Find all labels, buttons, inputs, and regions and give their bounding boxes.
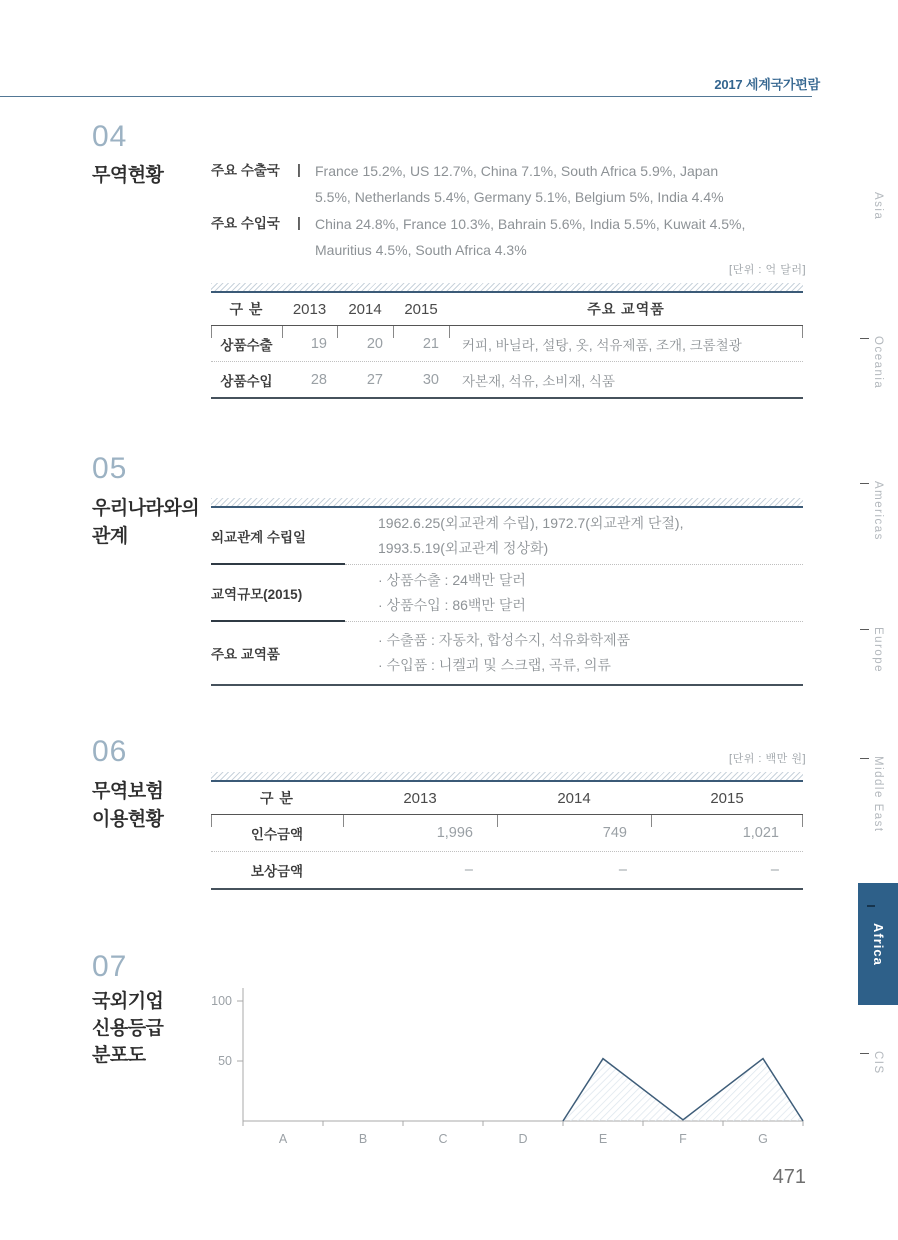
table-row xyxy=(211,362,803,397)
header-rule xyxy=(0,96,812,97)
info-label: 주요 수출국 xyxy=(211,163,280,178)
svg-text:C: C xyxy=(438,1132,448,1146)
table-header-cell: 구 분 xyxy=(229,301,264,317)
info-text xyxy=(315,158,771,210)
table-cell: – xyxy=(464,862,473,878)
table-cell: – xyxy=(618,862,627,878)
sidebar-tab-cis xyxy=(870,1051,886,1080)
table-cell: 인수금액 xyxy=(250,827,304,842)
row-content xyxy=(356,508,803,563)
content-line: 1993.5.19(외교관계 정상화) xyxy=(378,539,549,556)
sidebar-tick xyxy=(860,758,869,759)
sidebar-tick xyxy=(860,483,869,484)
table-row xyxy=(211,852,803,888)
table-bottomline xyxy=(211,397,803,399)
svg-text:100: 100 xyxy=(211,994,232,1008)
table-cell: 28 xyxy=(310,371,327,388)
table-row xyxy=(211,565,803,620)
page-number: 471 xyxy=(772,1166,806,1188)
svg-text:D: D xyxy=(518,1132,528,1146)
table-header-cell: 구 분 xyxy=(260,790,294,806)
row-content xyxy=(356,565,803,620)
trade-status-table xyxy=(211,283,803,399)
table-cell: 19 xyxy=(310,335,327,352)
svg-text:50: 50 xyxy=(218,1054,232,1068)
sidebar-tab-oceania xyxy=(870,336,886,394)
divider-bar: | xyxy=(297,214,301,230)
sidebar-tab-label: Europe xyxy=(872,627,884,674)
svg-text:E: E xyxy=(598,1132,608,1146)
hatch-band xyxy=(211,772,803,780)
unit-label: [단위 : 백만 원] xyxy=(729,753,806,765)
column-tick xyxy=(282,326,283,338)
hatch-band xyxy=(211,283,803,291)
info-text-line: China 24.8%, France 10.3%, Bahrain 5.6%, India 5.5%, Kuwait 4.5%, xyxy=(315,216,746,232)
sidebar-tab-label: CIS xyxy=(872,1051,884,1075)
table-cell: 상품수입 xyxy=(220,373,273,389)
table-cell: 상품수출 xyxy=(220,337,273,353)
table-cell: 27 xyxy=(366,371,383,388)
section-07-title-line2: 신용등급 xyxy=(92,1018,164,1039)
column-tick xyxy=(651,815,652,827)
row-label: 외교관계 수립일 xyxy=(211,529,307,545)
content-line: · 수출품 : 자동차, 합성수지, 석유화학제품 xyxy=(378,632,631,648)
sidebar-tab-europe xyxy=(870,627,886,678)
sidebar-tab-label: Oceania xyxy=(872,336,884,390)
table-header-cell: 2013 xyxy=(292,300,327,318)
export-countries-row xyxy=(211,158,771,210)
section-07-title-line3: 분포도 xyxy=(92,1045,146,1066)
section-05-number: 05 xyxy=(92,452,128,485)
content-line: · 상품수입 : 86백만 달러 xyxy=(378,596,526,613)
sidebar-tab-label: Africa xyxy=(871,922,886,966)
info-text-line: 5.5%, Netherlands 5.4%, Germany 5.1%, Belgium 5%, India 4.4% xyxy=(315,189,724,205)
sidebar-tab-label: Americas xyxy=(872,481,884,541)
credit-rating-chart xyxy=(200,968,820,1153)
table-bottomline xyxy=(211,684,803,686)
svg-text:F: F xyxy=(679,1132,687,1146)
table-cell: 30 xyxy=(422,371,439,388)
column-tick xyxy=(337,326,338,338)
section-06-title-line2: 이용현황 xyxy=(92,809,164,830)
table-cell: 21 xyxy=(422,335,439,352)
table-header-cell: 2013 xyxy=(403,789,437,807)
table-row xyxy=(211,815,803,851)
section-04-title: 무역현황 xyxy=(92,165,164,186)
svg-text:G: G xyxy=(758,1132,768,1146)
sidebar-tab-label: Middle East xyxy=(872,756,884,833)
sidebar-tick xyxy=(860,1053,869,1054)
table-cell: 1,996 xyxy=(436,825,473,841)
section-06-number: 06 xyxy=(92,735,128,768)
section-05-title-line1: 우리나라와의 xyxy=(92,498,200,519)
table-cell: – xyxy=(770,862,779,878)
sidebar-tab-middle-east xyxy=(870,756,886,838)
table-header-cell: 2015 xyxy=(710,789,744,807)
content-line: 1962.6.25(외교관계 수립), 1972.7(외교관계 단절), xyxy=(378,514,684,531)
table-header-row xyxy=(211,782,803,814)
column-tick xyxy=(393,326,394,338)
sidebar-tick xyxy=(867,905,875,907)
column-tick xyxy=(802,815,803,827)
column-tick xyxy=(449,326,450,338)
column-tick xyxy=(211,326,212,338)
sidebar-tab-asia xyxy=(870,192,886,225)
table-cell: 20 xyxy=(366,335,383,352)
row-label: 주요 교역품 xyxy=(211,647,280,662)
sidebar-tab-label: Asia xyxy=(872,192,884,221)
sidebar-tick xyxy=(860,338,869,339)
table-header-cell: 주요 교역품 xyxy=(587,301,665,317)
row-label: 교역규모(2015) xyxy=(211,586,303,602)
table-cell: 커피, 바닐라, 설탕, 옷, 석유제품, 조개, 크롬철광 xyxy=(462,337,742,353)
content-line: · 상품수출 : 24백만 달러 xyxy=(378,571,526,588)
divider-bar: | xyxy=(297,161,301,177)
column-tick xyxy=(497,815,498,827)
table-header-row xyxy=(211,293,803,325)
table-row xyxy=(211,508,803,563)
info-text-line: Mauritius 4.5%, South Africa 4.3% xyxy=(315,242,527,258)
section-05-title-line2: 관계 xyxy=(92,526,128,547)
info-text xyxy=(315,211,771,263)
header-title: 2017 세계국가편람 xyxy=(714,77,820,92)
korea-relations-table xyxy=(211,498,803,686)
section-06-title-line1: 무역보험 xyxy=(92,781,164,802)
hatch-band xyxy=(211,498,803,506)
section-07-title-line1: 국외기업 xyxy=(92,991,164,1012)
table-row xyxy=(211,622,803,684)
info-text-line: France 15.2%, US 12.7%, China 7.1%, South Africa 5.9%, Japan xyxy=(315,163,719,179)
table-bottomline xyxy=(211,888,803,890)
row-content xyxy=(356,622,803,684)
import-countries-row xyxy=(211,211,771,263)
column-tick xyxy=(343,815,344,827)
svg-text:A: A xyxy=(278,1132,288,1146)
sidebar-tick xyxy=(860,629,869,630)
table-cell: 자본재, 석유, 소비재, 식품 xyxy=(462,373,615,389)
content-line: · 수입품 : 니켈괴 및 스크랩, 곡류, 의류 xyxy=(378,657,611,673)
sidebar-tab-africa-active xyxy=(858,883,898,1005)
table-header-cell: 2015 xyxy=(404,300,438,318)
column-tick xyxy=(211,815,212,827)
unit-label: [단위 : 억 달러] xyxy=(729,264,806,276)
column-tick xyxy=(802,326,803,338)
table-header-cell: 2014 xyxy=(557,789,591,807)
sidebar-tab-americas xyxy=(870,481,886,546)
section-07-number: 07 xyxy=(92,950,128,983)
table-cell: 749 xyxy=(602,825,627,841)
section-04-number: 04 xyxy=(92,120,128,153)
info-label: 주요 수입국 xyxy=(211,216,280,231)
table-header-cell: 2014 xyxy=(348,300,382,318)
svg-text:B: B xyxy=(358,1132,368,1146)
trade-insurance-table xyxy=(211,772,803,890)
table-cell: 보상금액 xyxy=(250,864,304,879)
table-row xyxy=(211,326,803,361)
table-cell: 1,021 xyxy=(742,825,779,841)
